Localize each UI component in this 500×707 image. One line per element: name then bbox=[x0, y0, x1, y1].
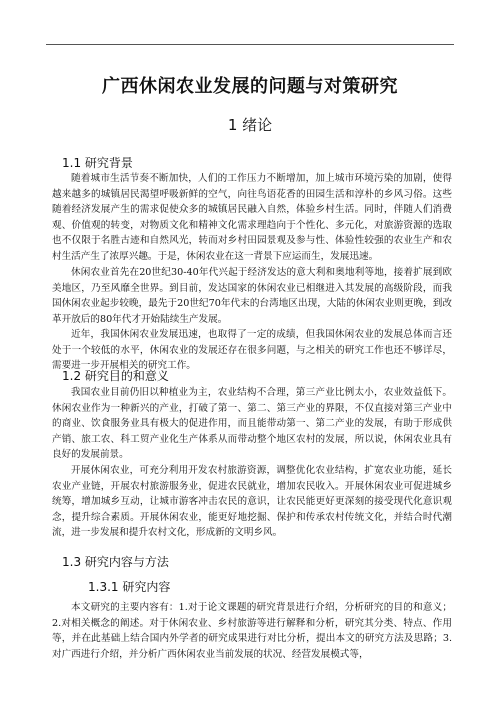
section-heading-1-3-1: 1.3.1 研究内容 bbox=[88, 580, 171, 594]
section-heading-1-1: 1.1 研究背景 bbox=[62, 156, 133, 170]
paragraph-background-1: 随着城市生活节奏不断加快，人们的工作压力不断增加，加上城市环境污染的加剧，使得越来越多的城镇居民渴望呼吸新鲜的空气，向往鸟语花香的田园生活和淳朴的乡风习俗。这些随着经济发展产生的需求促使众多的城镇居民融入自然，体验乡村生活。同时，伴随人们消费观、价值观的转变，对物质文化和精神文化需求理趋向于个性化、多元化，对旅游资源的选取也不仅限于名胜古迹和自然风光，转而对乡村田园景观及参与性、体验性较强的农业生产和农村生活产生了浓厚兴趣。于是，休闲农业在这一背景下应运而生，发展迅速。 bbox=[52, 173, 452, 262]
paragraph-background-3: 近年，我国休闲农业发展迅速，也取得了一定的成绩，但我国休闲农业的发展总体而言还处于一个较低的水平，休闲农业的发展还存在很多问题，与之相关的研究工作也还不够详尽，需要进一步开展相关的研究工作。 bbox=[52, 329, 452, 372]
section-heading-1-2: 1.2 研究目的和意义 bbox=[62, 369, 169, 383]
section-heading-1-3: 1.3 研究内容与方法 bbox=[62, 555, 169, 569]
paragraph-purpose-1: 我国农业目前仍旧以种植业为主，农业结构不合理，第三产业比例太小，农业效益低下。休闲农业作为一种新兴的产业，打破了第一、第二、第三产业的界限，不仅直接对第三产业中的商业、饮食服务业具有极大的促进作用，而且能带动第一、第二产业的发展，有助于形成供产销、旅工农、科工贸产业化生产体系从而带动整个地区农村的发展，所以说，休闲农业具有良好的发展前景。 bbox=[52, 387, 452, 461]
header-rule bbox=[46, 44, 454, 45]
chapter-heading: 1 绪论 bbox=[227, 116, 273, 134]
paragraph-purpose-2: 开展休闲农业，可充分利用开发农村旅游资源，调整优化农业结构，扩宽农业功能，延长农业产业链，开展农村旅游服务业，促进农民就业，增加农民收入。开展休闲农业可促进城乡统筹，增加城乡互动，让城市游客冲击农民的意识，让农民能更好更深刻的接受现代化意识观念，提升综合素质。开展休闲农业，能更好地挖掘、保护和传承农村传统文化，并结合时代潮流，进一步发展和提升农村文化，形成新的文明乡风。 bbox=[52, 465, 452, 539]
document-title: 广西休闲农业发展的问题与对策研究 bbox=[102, 76, 398, 97]
paragraph-background-2: 休闲农业首先在20世纪30-40年代兴起于经济发达的意大利和奥地利等地，接着扩展到欧美地区，乃至风靡全世界。到目前，发达国家的休闲农业已相继进入其发展的高级阶段，而我国休闲农业起步较晚，最先于20世纪70年代末的台湾地区出现，大陆的休闲农业则更晚，到改革开放后的80年代才开始陆续生产发展。 bbox=[52, 267, 452, 325]
paragraph-content-1: 本文研究的主要内容有：1.对于论文课题的研究背景进行介绍，分析研究的目的和意义；2.对相关概念的阐述。对于休闲农业、乡村旅游等进行解释和分析，研究其分类、特点、作用等，并在此基础上结合国内外学者的研究成果进行对比分析，提出本文的研究方法及思路；3.对广西进行介绍，并分析广西休闲农业当前发展的状况、经营发展模式等， bbox=[52, 602, 452, 660]
